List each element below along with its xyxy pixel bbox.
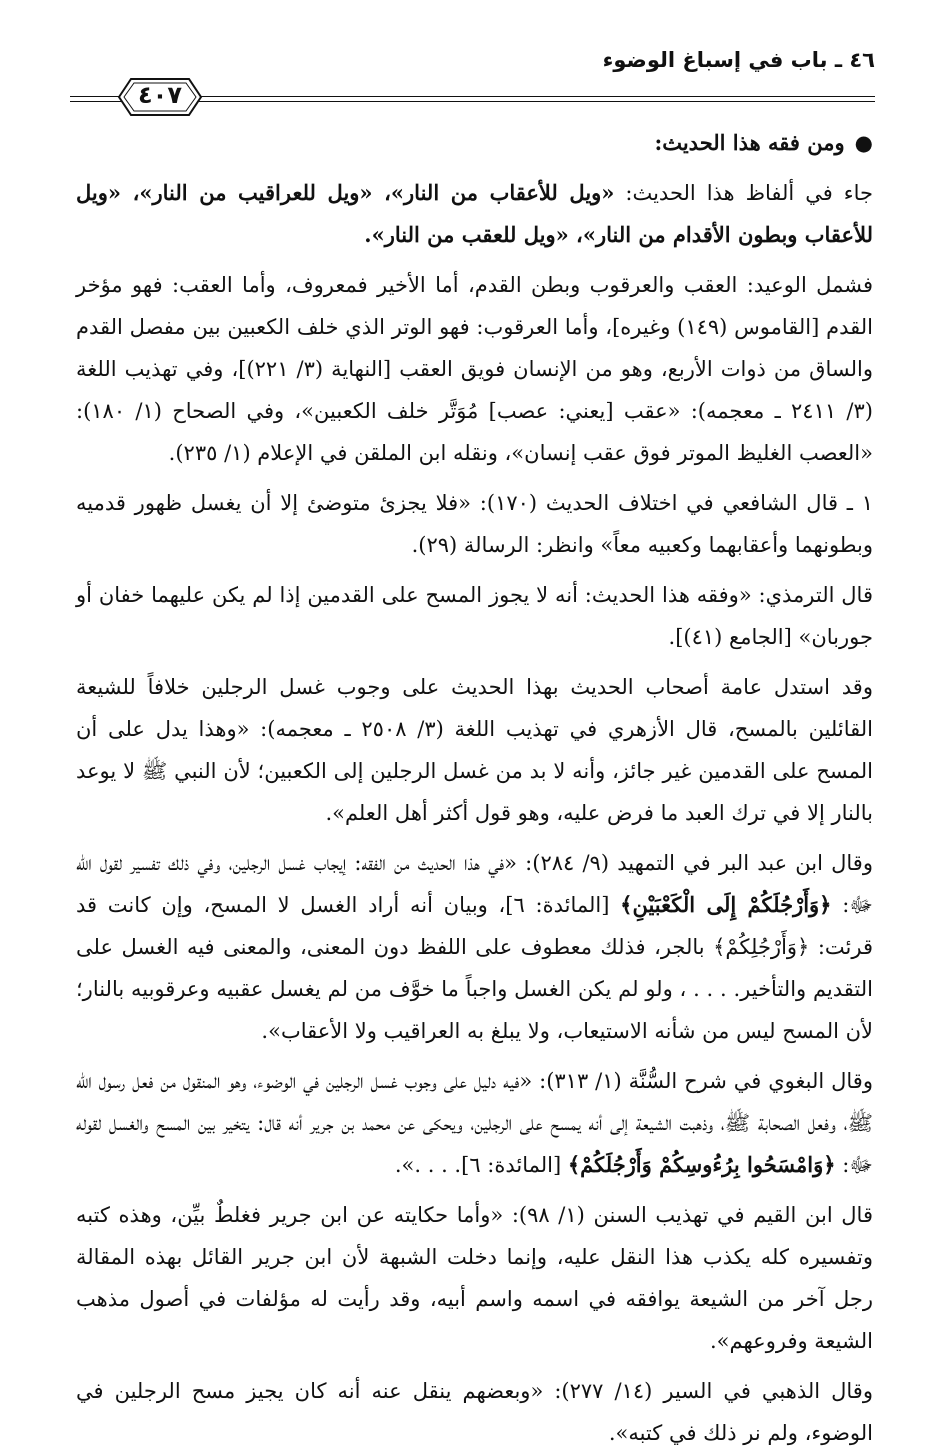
section-title: ومن فقه هذا الحديث: [654,130,845,155]
paragraph-6 [76,842,873,1052]
page-number-frame [105,74,215,120]
paragraph-1-quote: «ويل للأعقاب من النار»، «ويل للعراقيب من النار»، «ويل للأعقاب وبطون الأقدام من النار»، «ويل للعقب من النار». [76,180,873,247]
paragraph-6-text-b: [المائدة: ٦]، وبيان أنه أراد الغسل لا المسح، وإن كانت قد قرئت: ﴿وَأَرْجُلِكُمْ﴾ بالجر، فذلك معطوف على اللفظ دون المعنى، والمعنى فيه الغسل على التقديم والتأخير. . . . ، ولو لم يكن الغسل واجباً ما خوَّف من لم يغسل عقبيه وعرقوبيه بالنار؛ لأن المسح ليس من شأنه الاستيعاب، ولا يبلغ به العراقيب ولا الأعقاب». [76,893,873,1043]
paragraph-2: فشمل الوعيد: العقب والعرقوب وبطن القدم، أما الأخير فمعروف، وأما العقب: فهو مؤخر القدم [القاموس (١٤٩) وغيره]، وأما العرقوب: فهو الوتر الذي خلف الكعبين بين مفصل القدم والساق من ذوات الأربع، وهو من الإنسان فويق العقب [النهاية (٣/ ٢٢١)]، وفي تهذيب اللغة (٣/ ٢٤١١ ـ معجمه): «عقب [يعني: عصب] مُوَتَّر خلف الكعبين»، وفي الصحاح (١/ ١٨٠): «العصب الغليظ الموتر فوق عقب إنسان»، ونقله ابن الملقن في الإعلام (١/ ٢٣٥). [76,273,874,465]
paragraph-1 [76,172,873,256]
paragraph-7 [76,1060,873,1186]
paragraph-7-text-a: وقال البغوي في شرح السُّنَّة (١/ ٣١٣): «فيه دليل على وجوب غسل الرجلين في الوضوء، وهو المنقول من فعل رسول الله ﷺ، وفعل الصحابة ﷺ، وذهبت الشيعة إلى أنه يمسح على الرجلين، ويحكى عن محمد بن جرير أنه قال: يتخير بين المسح والغسل لقوله ﷻ: [76,1069,873,1177]
paragraph-8: قال ابن القيم في تهذيب السنن (١/ ٩٨): «وأما حكايته عن ابن جرير فغلطٌ بيِّن، وهذه كتبه وتفسيره كله يكذب هذا النقل عليه، وإنما دخلت الشبهة لأن ابن جرير القائل بهذه المقالة رجل آخر من الشيعة يوافقه في اسمه واسم أبيه، وقد رأيت له مؤلفات في أصول مذهب الشيعة وفروعهم». [76,1203,873,1353]
paragraph-9: وقال الذهبي في السير (١٤/ ٢٧٧): «وبعضهم ينقل عنه أنه كان يجيز مسح الرجلين في الوضوء، ولم نر ذلك في كتبه». [76,1379,873,1445]
page-body [76,122,873,1454]
paragraph-7-text-b: [المائدة: ٦]. . . .». [394,1153,568,1177]
paragraph-4: قال الترمذي: «وفقه هذا الحديث: أنه لا يجوز المسح على القدمين إذا لم يكن عليهما خفان أو جوربان» [الجامع (٤١)]. [76,583,873,649]
paragraph-1-text: جاء في ألفاظ هذا الحديث: [614,181,873,205]
paragraph-6-text-a: وقال ابن عبد البر في التمهيد (٩/ ٢٨٤): «في هذا الحديث من الفقه: إيجاب غسل الرجلين، وفي ذلك تفسير لقول الله ﷻ: [76,851,874,917]
chapter-title: ٤٦ ـ باب في إسباغ الوضوء [602,48,875,72]
page-header [70,40,875,120]
paragraph-3: ١ ـ قال الشافعي في اختلاف الحديث (١٧٠): «فلا يجزئ متوضئ إلا أن يغسل ظهور قدميه وبطونهما وأعقابهما وكعبيه معاً» وانظر: الرسالة (٢٩). [76,491,873,557]
quran-verse: ﴿وَأَرْجُلَكُمْ إِلَى الْكَعْبَيْنِ﴾ [620,892,832,917]
bullet-icon: ● [854,130,873,155]
paragraph-5: وقد استدل عامة أصحاب الحديث بهذا الحديث على وجوب غسل الرجلين خلافاً للشيعة القائلين بالمسح، قال الأزهري في تهذيب اللغة (٣/ ٢٥٠٨ ـ معجمه): «وهذا يدل على أن المسح على القدمين غير جائز، وأنه لا بد من غسل الرجلين إلى الكعبين؛ لأن النبي ﷺ لا يوعد بالنار إلا في ترك العبد ما فرض عليه، وهو قول أكثر أهل العلم». [76,675,873,825]
section-heading [76,122,873,164]
page-number: ٤٠٧ [138,81,182,109]
quran-verse: ﴿وَامْسَحُوا بِرُءُوسِكُمْ وَأَرْجُلَكُمْ﴾ [567,1152,836,1177]
